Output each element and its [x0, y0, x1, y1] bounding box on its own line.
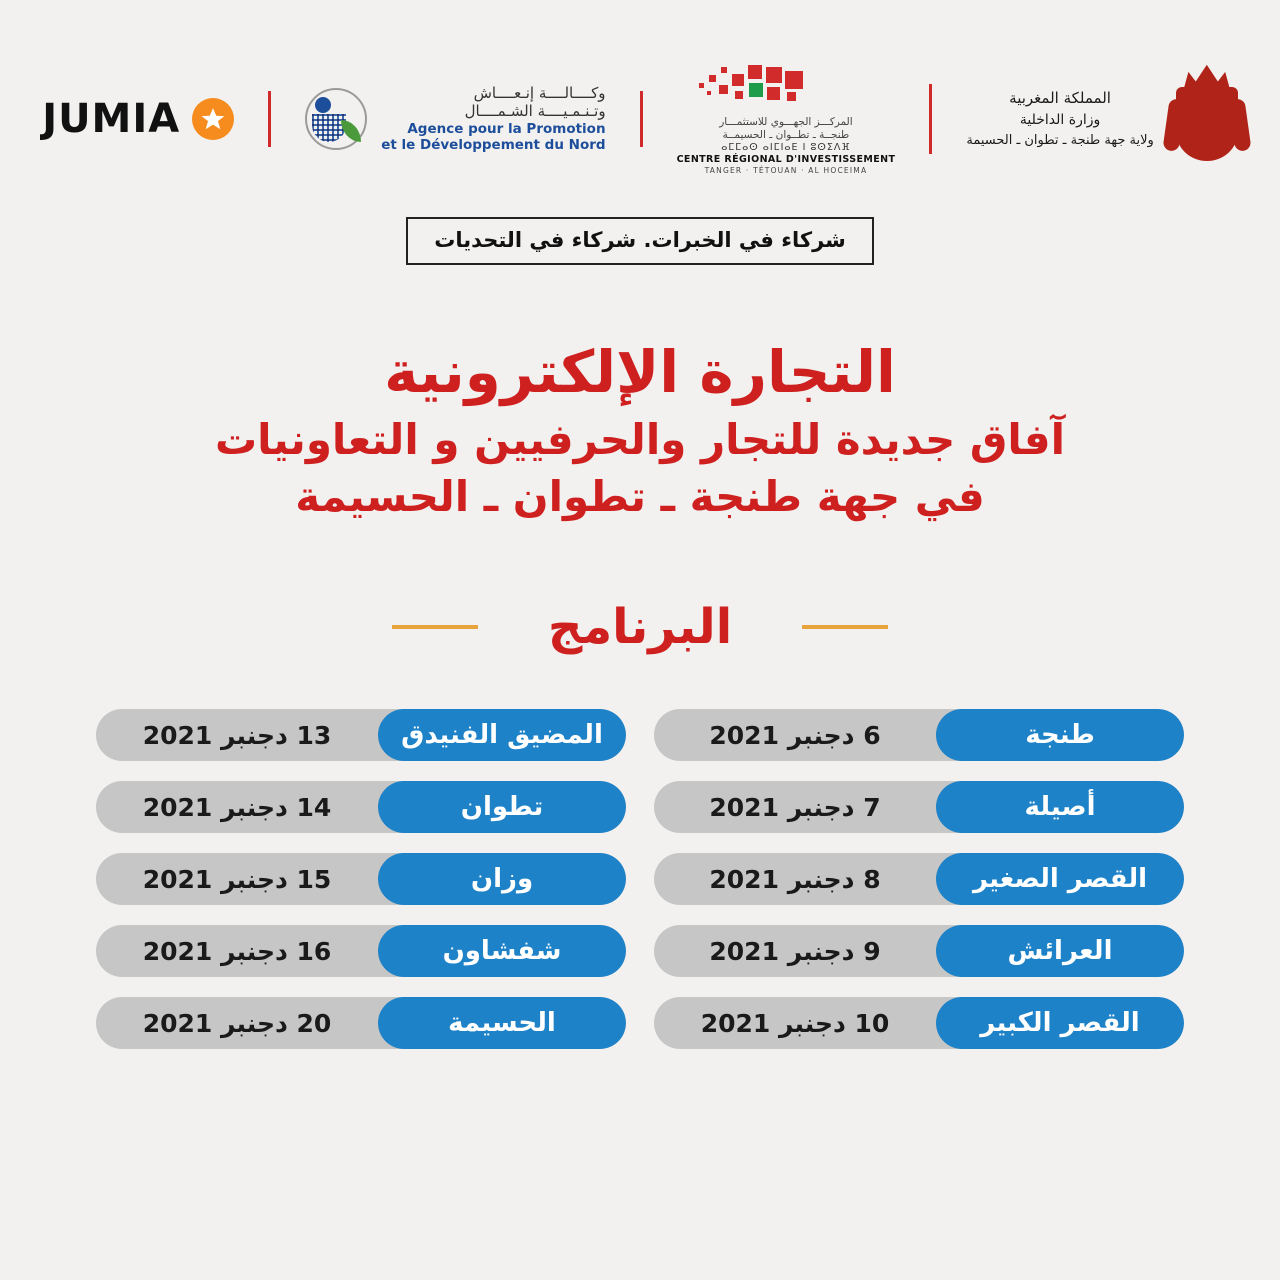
- schedule-date: 7 دجنبر 2021: [709, 792, 881, 822]
- slogan-container: [0, 217, 1280, 265]
- schedule-city: تطوان: [378, 781, 626, 833]
- apdn-arabic-line1: وكــــالــــة إنـعــــاش: [473, 83, 606, 102]
- table-row: [654, 997, 1184, 1049]
- logo-cri: [677, 62, 896, 175]
- schedule-date: 13 دجنبر 2021: [142, 720, 332, 750]
- moroccan-coat-of-arms-icon: ★: [1166, 65, 1248, 173]
- schedule-city: المضيق الفنيدق: [378, 709, 626, 761]
- table-row: [654, 781, 1184, 833]
- cri-french: CENTRE RÉGIONAL D'INVESTISSEMENT: [676, 154, 896, 166]
- title-block: [0, 339, 1280, 525]
- logo-divider-3: [929, 84, 932, 154]
- kingdom-line2: وزارة الداخلية: [1019, 111, 1101, 128]
- page-subtitle-2: في جهة طنجة ـ تطوان ـ الحسيمة: [295, 471, 985, 521]
- program-rule-right: [802, 625, 888, 629]
- schedule-city: شفشاون: [378, 925, 626, 977]
- schedule-column-left: [96, 709, 626, 1049]
- logo-divider-1: [268, 91, 271, 147]
- table-row: [654, 853, 1184, 905]
- table-row: [96, 853, 626, 905]
- apdn-french-line1: Agence pour la Promotion: [407, 120, 606, 137]
- star-icon: [192, 98, 234, 140]
- table-row: [654, 925, 1184, 977]
- schedule-city: وزان: [378, 853, 626, 905]
- cri-arabic-line2: طنجــة ـ تطــوان ـ الحسيمــة: [722, 129, 850, 142]
- program-heading: [0, 599, 1280, 656]
- schedule-date: 6 دجنبر 2021: [709, 720, 881, 750]
- schedule-column-right: [654, 709, 1184, 1049]
- page-subtitle-1: آفاق جديدة للتجار والحرفيين و التعاونيات: [214, 415, 1066, 465]
- schedule-date: 16 دجنبر 2021: [142, 936, 332, 966]
- cri-french-sub: TANGER · TÉTOUAN · AL HOCEIMA: [704, 166, 868, 175]
- slogan-text: شركاء في الخبرات. شركاء في التحديات: [406, 217, 874, 265]
- apdn-arabic-line2: وتـنـمـيــــة الشـمــــال: [464, 102, 606, 121]
- page-title: التجارة الإلكترونية: [384, 338, 896, 407]
- schedule-city: طنجة: [936, 709, 1184, 761]
- schedule-city: القصر الكبير: [936, 997, 1184, 1049]
- schedule-city: العرائش: [936, 925, 1184, 977]
- cri-arabic-line1: المركـــز الجهـــوي للاستثمـــار: [719, 116, 853, 128]
- program-rule-left: [392, 625, 478, 629]
- table-row: [96, 781, 626, 833]
- schedule-date: 20 دجنبر 2021: [142, 1008, 332, 1038]
- apdn-mark-icon: [305, 88, 367, 150]
- schedule-city: أصيلة: [936, 781, 1184, 833]
- schedule-date: 10 دجنبر 2021: [700, 1008, 890, 1038]
- program-title: البرنامج: [547, 599, 733, 656]
- table-row: [96, 997, 626, 1049]
- schedule-date: 15 دجنبر 2021: [142, 864, 332, 894]
- kingdom-line1: المملكة المغربية: [1009, 89, 1111, 108]
- program-schedule: [0, 709, 1280, 1049]
- kingdom-line3: ولاية جهة طنجة ـ تطوان ـ الحسيمة: [966, 132, 1154, 148]
- schedule-date: 9 دجنبر 2021: [709, 936, 881, 966]
- schedule-city: القصر الصغير: [936, 853, 1184, 905]
- schedule-date: 8 دجنبر 2021: [709, 864, 881, 894]
- logo-divider-2: [640, 91, 643, 147]
- table-row: [96, 709, 626, 761]
- table-row: [654, 709, 1184, 761]
- jumia-wordmark: JUMIA: [42, 95, 181, 142]
- cri-mark-icon: [677, 62, 852, 114]
- schedule-city: الحسيمة: [378, 997, 626, 1049]
- logo-bar: [0, 0, 1280, 175]
- apdn-french-line2: et le Développement du Nord: [381, 136, 606, 153]
- schedule-date: 14 دجنبر 2021: [142, 792, 332, 822]
- cri-tifinagh: ⴰⵎⵎⴰⵙ ⴰⵏⵎⵏⴰⴹ ⵏ ⵓⵙⵉⴷⴼ: [721, 142, 851, 154]
- logo-kingdom: [966, 65, 1247, 173]
- logo-apdn: [305, 84, 605, 154]
- logo-jumia: [32, 96, 234, 142]
- table-row: [96, 925, 626, 977]
